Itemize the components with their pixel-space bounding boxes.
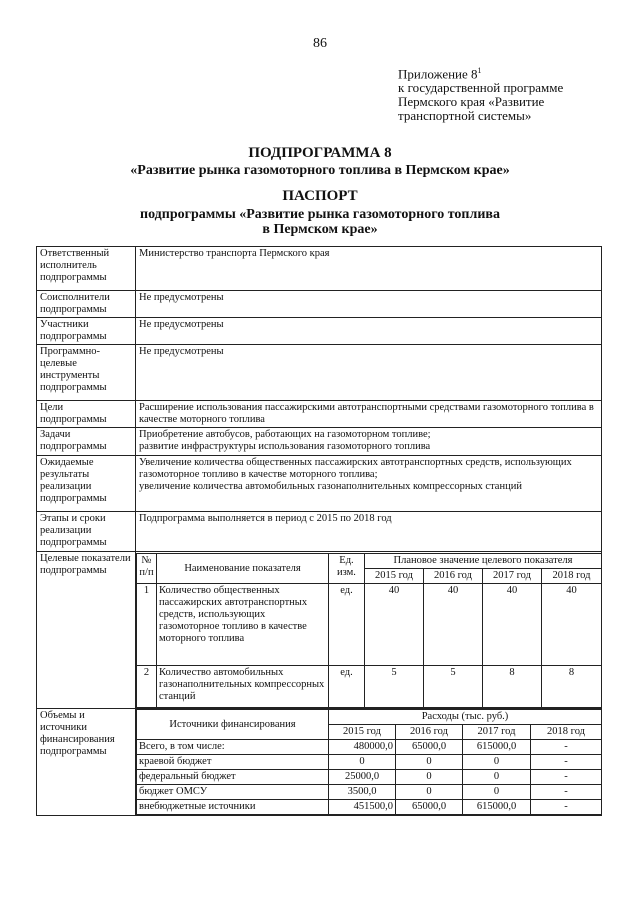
passport-title: ПАСПОРТ [282,188,358,204]
amount: 451500,0 [329,800,396,815]
head-num: № п/п [137,554,157,584]
table-row [37,345,602,401]
table-row [137,755,602,770]
year-header: 2015 год [329,725,396,740]
row-value: Не предусмотрены [136,291,602,318]
table-row [37,456,602,512]
row-label: Программно-целевые инструменты подпрограммы [37,345,136,401]
year-header: 2018 год [542,569,602,584]
row-value: Расширение использования пассажирскими автотранспортными средствами газомоторного топлива в качестве моторного топлива [136,401,602,428]
appendix-note [398,64,563,123]
head-sources: Источники финансирования [137,710,329,740]
amount: - [531,755,602,770]
targets-table [136,553,602,708]
amount: 615000,0 [463,740,531,755]
indicator-value: 40 [365,584,424,666]
row-value [136,428,602,456]
head-unit: Ед. изм. [329,554,365,584]
year-header: 2018 год [531,725,602,740]
amount: 0 [463,770,531,785]
source-name: внебюджетные источники [137,800,329,815]
amount: 480000,0 [329,740,396,755]
appendix-line: Пермского края «Развитие [398,94,545,110]
appendix-title: Приложение 8 [398,66,478,82]
indicator-value: 5 [424,666,483,708]
appendix-line: к государственной программе [398,80,564,96]
amount: 65000,0 [396,800,463,815]
indicator-value: 40 [483,584,542,666]
table-row [37,291,602,318]
finance-row [37,709,602,816]
table-row [137,770,602,785]
amount: - [531,785,602,800]
indicator-value: 8 [542,666,602,708]
year-header: 2016 год [396,725,463,740]
row-label: Объемы и источники финансирования подпрограммы [37,709,136,816]
appendix-superscript: 1 [477,66,482,75]
row-num: 2 [137,666,157,708]
year-header: 2017 год [483,569,542,584]
source-name: Всего, в том числе: [137,740,329,755]
row-label: Ответственный исполнитель подпрограммы [37,247,136,291]
row-label: Задачи подпрограммы [37,428,136,456]
amount: - [531,770,602,785]
source-name: бюджет ОМСУ [137,785,329,800]
row-label: Ожидаемые результаты реализации подпрограммы [37,456,136,512]
head-name: Наименование показателя [157,554,329,584]
indicator-unit: ед. [329,666,365,708]
amount: 25000,0 [329,770,396,785]
row-value-line: увеличение количества автомобильных газонаполнительных компрессорных станций [139,481,522,492]
amount: - [531,800,602,815]
year-header: 2017 год [463,725,531,740]
row-value-line: развитие инфраструктуры использования газомоторного топлива [139,441,431,452]
row-value-line: Увеличение количества общественных пассажирских автотранспортных средств, использующих газомоторное топливо в качестве моторного топлива; [139,457,572,480]
source-name: краевой бюджет [137,755,329,770]
table-row [137,785,602,800]
head-expenses: Расходы (тыс. руб.) [329,710,602,725]
amount: 0 [396,785,463,800]
passport-subtitle [0,207,640,237]
finance-cell [136,709,602,816]
passport-subtitle-line: в Пермском крае» [262,222,378,237]
table-row [137,666,602,708]
row-num: 1 [137,584,157,666]
table-row [37,247,602,291]
year-header: 2016 год [424,569,483,584]
passport-subtitle-line: подпрограммы «Развитие рынка газомоторного топлива [140,207,500,222]
row-value [136,456,602,512]
year-header: 2015 год [365,569,424,584]
indicator-unit: ед. [329,584,365,666]
finance-table [136,709,602,815]
indicator-name: Количество общественных пассажирских автотранспортных средств, использующих газомоторное топливо в качестве моторного топлива [157,584,329,666]
targets-row [37,552,602,709]
indicator-value: 8 [483,666,542,708]
table-row [137,800,602,815]
targets-cell [136,552,602,709]
table-row [137,584,602,666]
head-plan: Плановое значение целевого показателя [365,554,602,569]
row-label: Соисполнители подпрограммы [37,291,136,318]
row-value: Не предусмотрены [136,345,602,401]
source-name: федеральный бюджет [137,770,329,785]
page-number: 86 [313,36,327,51]
amount: 0 [463,785,531,800]
indicator-value: 40 [424,584,483,666]
indicator-value: 40 [542,584,602,666]
table-row [137,740,602,755]
table-row [37,318,602,345]
row-value: Подпрограмма выполняется в период с 2015 по 2018 год [136,512,602,552]
subprogram-title: ПОДПРОГРАММА 8 [248,145,392,161]
amount: 0 [329,755,396,770]
table-row [37,401,602,428]
amount: 3500,0 [329,785,396,800]
indicator-name: Количество автомобильных газонаполнительных компрессорных станций [157,666,329,708]
amount: 615000,0 [463,800,531,815]
row-value: Не предусмотрены [136,318,602,345]
amount: 0 [463,755,531,770]
table-row [37,512,602,552]
row-value-line: Приобретение автобусов, работающих на газомоторном топливе; [139,429,431,440]
amount: - [531,740,602,755]
indicator-value: 5 [365,666,424,708]
amount: 0 [396,770,463,785]
amount: 65000,0 [396,740,463,755]
appendix-line: транспортной системы» [398,108,532,124]
table-row [37,428,602,456]
row-label: Целевые показатели подпрограммы [37,552,136,709]
passport-table [36,246,602,816]
row-label: Участники подпрограммы [37,318,136,345]
subprogram-name: «Развитие рынка газомоторного топлива в Пермском крае» [130,163,510,178]
row-label: Этапы и сроки реализации подпрограммы [37,512,136,552]
row-label: Цели подпрограммы [37,401,136,428]
amount: 0 [396,755,463,770]
row-value: Министерство транспорта Пермского края [136,247,602,291]
